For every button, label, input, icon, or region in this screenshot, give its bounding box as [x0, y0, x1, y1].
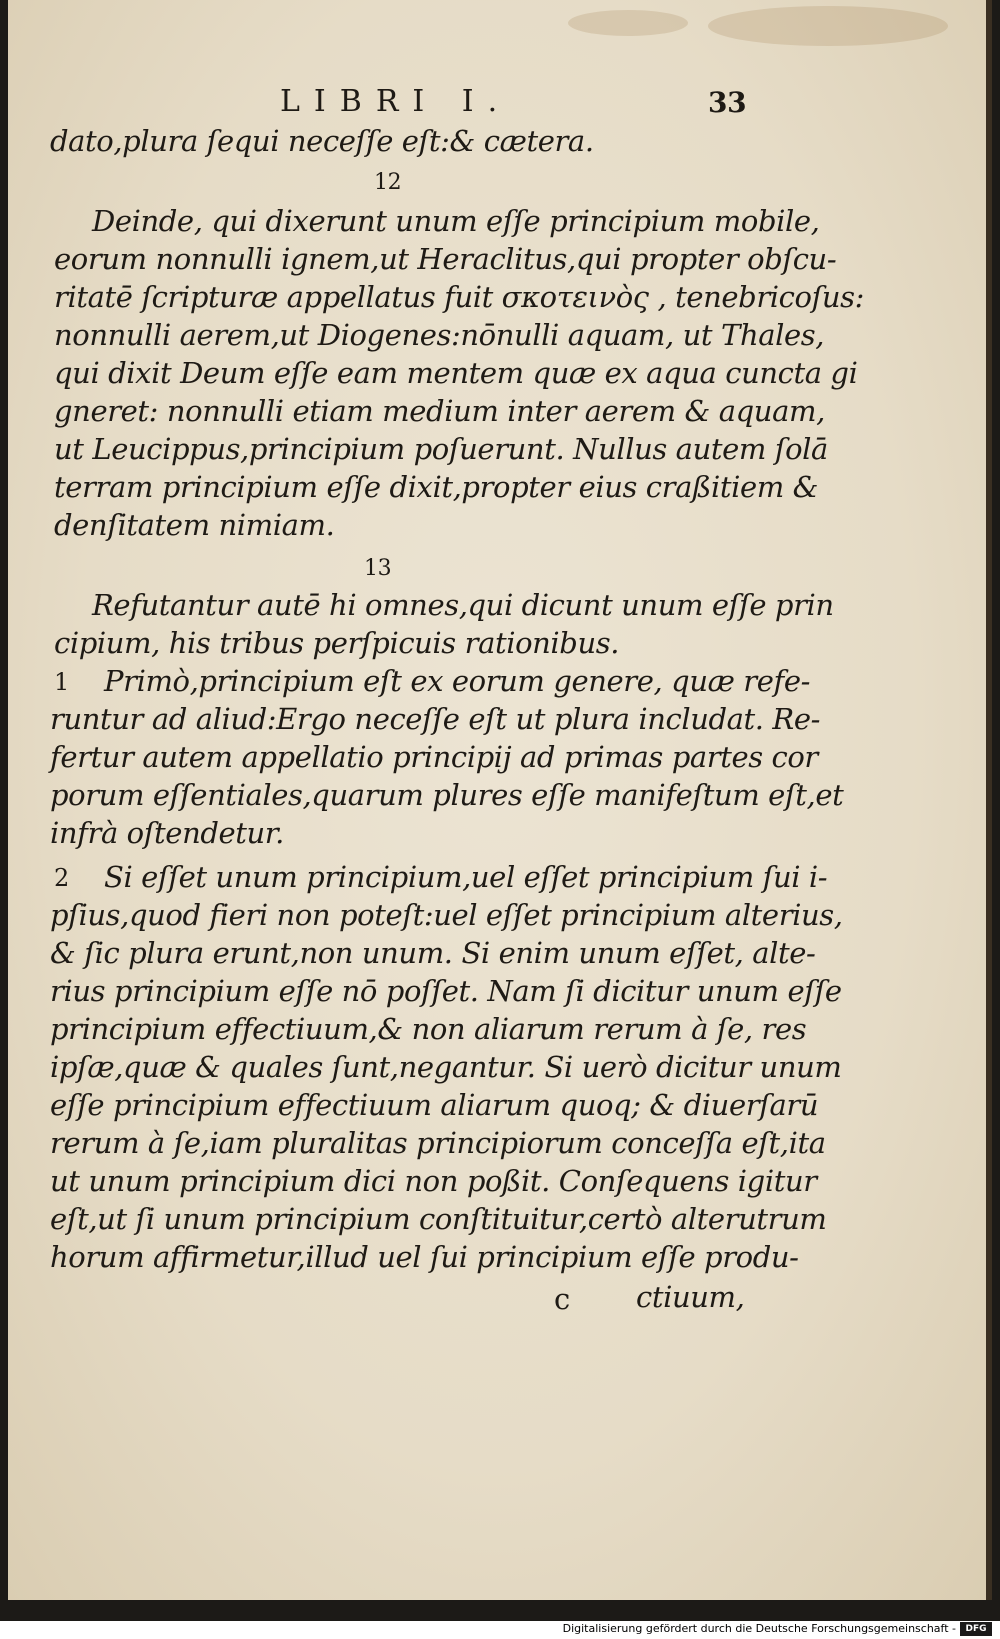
text-line: rius principium eſſe nō poſſet. Nam ſi dicitur unum eſſe: [50, 974, 842, 1008]
running-title: LIBRI I.: [280, 84, 512, 119]
signature-mark: c: [554, 1282, 570, 1316]
page-number: 33: [708, 86, 747, 119]
text-line: principium effectiuum,& non aliarum rerum à ſe, res: [50, 1012, 807, 1046]
text-line: porum eſſentiales,quarum plures eſſe manifeſtum eſt,et: [50, 778, 844, 812]
section-number: 13: [364, 556, 392, 581]
text-line: rerum à ſe,iam pluralitas principiorum conceſſa eſt,ita: [50, 1126, 826, 1160]
item-number: 2: [54, 864, 69, 892]
text-line: Primò,principium eſt ex eorum genere, quæ refe-: [104, 664, 811, 698]
catchword: ctiuum,: [636, 1280, 745, 1314]
text-line: ritatē ſcripturæ appellatus fuit σκοτεινὸς , tenebricoſus:: [54, 280, 865, 314]
text-line: nonnulli aerem,ut Diogenes:nōnulli aquam, ut Thales,: [54, 318, 825, 352]
footer-bar: [0, 1621, 1000, 1639]
text-line: cipium, his tribus perſpicuis rationibus.: [54, 626, 620, 660]
text-line: infrà oſtendetur.: [50, 816, 284, 850]
text-line: fertur autem appellatio principij ad primas partes cor: [50, 740, 818, 774]
text-line: qui dixit Deum eſſe eam mentem quæ ex aqua cuncta gi: [54, 356, 858, 390]
text-line: pſius,quod fieri non poteſt:uel eſſet principium alterius,: [50, 898, 843, 932]
paper-stain: [708, 6, 948, 46]
book-page: [8, 0, 992, 1600]
dfg-logo: DFG: [960, 1622, 992, 1636]
text-line: & ſic plura erunt,non unum. Si enim unum eſſet, alte-: [50, 936, 816, 970]
paper-stain: [568, 10, 688, 36]
text-line: Si eſſet unum principium,uel eſſet principium ſui i-: [104, 860, 828, 894]
text-line: horum affirmetur,illud uel ſui principium eſſe produ-: [50, 1240, 799, 1274]
text-line: Deinde, qui dixerunt unum eſſe principium mobile,: [92, 204, 820, 238]
text-line: ut Leucippus,principium poſuerunt. Nullus autem ſolā: [54, 432, 828, 466]
text-line: eſſe principium effectiuum aliarum quoq; & diuerſarū: [50, 1088, 819, 1122]
item-number: 1: [54, 668, 69, 696]
text-line: Refutantur autē hi omnes,qui dicunt unum eſſe prin: [92, 588, 834, 622]
section-number: 12: [374, 170, 402, 195]
text-line: terram principium eſſe dixit,propter eius craßitiem &: [54, 470, 819, 504]
text-line: gneret: nonnulli etiam medium inter aerem & aquam,: [54, 394, 825, 428]
text-line: dato,plura ſequi neceſſe eſt:& cætera.: [50, 124, 594, 158]
text-line: ut unum principium dici non poßit. Conſequens igitur: [50, 1164, 817, 1198]
text-line: runtur ad aliud:Ergo neceſſe eſt ut plura includat. Re-: [50, 702, 821, 736]
text-line: denſitatem nimiam.: [54, 508, 335, 542]
text-line: eorum nonnulli ignem,ut Heraclitus,qui propter obſcu-: [54, 242, 837, 276]
text-line: eſt,ut ſi unum principium conſtituitur,certò alterutrum: [50, 1202, 827, 1236]
text-line: ipſæ,quæ & quales ſunt,negantur. Si uerò dicitur unum: [50, 1050, 842, 1084]
funding-credit: Digitalisierung gefördert durch die Deutsche Forschungsgemeinschaft -: [562, 1622, 956, 1635]
